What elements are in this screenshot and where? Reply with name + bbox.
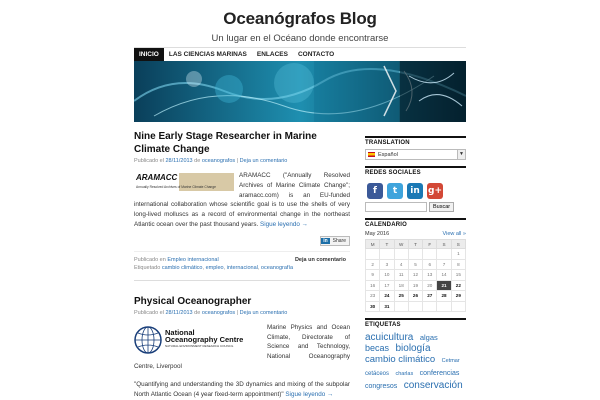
calendar-empty-cell bbox=[408, 301, 422, 312]
calendar-empty-cell bbox=[437, 249, 451, 260]
post-body bbox=[134, 323, 350, 400]
tag-cloud-link[interactable]: biología bbox=[395, 343, 431, 354]
calendar-week-row bbox=[366, 291, 466, 302]
calendar-empty-cell bbox=[408, 249, 422, 260]
post-title[interactable]: Physical Oceanographer bbox=[134, 295, 252, 307]
googleplus-icon[interactable]: g+ bbox=[427, 183, 443, 199]
post-meta bbox=[134, 158, 350, 165]
spain-flag-icon bbox=[368, 152, 375, 157]
post-divider bbox=[134, 280, 350, 281]
twitter-icon[interactable]: t bbox=[387, 183, 403, 199]
search-button[interactable]: Buscar bbox=[429, 202, 454, 212]
calendar-day: 10 bbox=[380, 270, 394, 281]
calendar-day[interactable]: 31 bbox=[380, 301, 394, 312]
calendar-empty-cell bbox=[380, 249, 394, 260]
calendar-day[interactable]: 24 bbox=[380, 291, 394, 302]
meta-prefix: Publicado el bbox=[134, 309, 164, 316]
calendar-day: 4 bbox=[394, 259, 408, 270]
globe-icon bbox=[134, 326, 162, 354]
widget-title-tags: ETIQUETAS bbox=[365, 318, 466, 331]
calendar-month: May 2016 bbox=[365, 231, 390, 237]
post-meta bbox=[134, 310, 350, 317]
site-header bbox=[0, 9, 600, 44]
post-excerpt: ARAMACC ("Annually Resolved Archives of Marine Climate Change"; aramacc.com) is an EU-funded international collaboration whose scientific goal is to use the shells of very long-lived molluscs as a record of environmental change in the northeast Atlantic ocean over the past thousand years. bbox=[134, 172, 350, 228]
meta-by: de bbox=[194, 158, 201, 164]
post-excerpt: Marine Physics and Ocean Climate, Directorate of Science and Technology, National Oceanography Centre, Liverpool bbox=[134, 323, 350, 370]
widget-title-translation: TRANSLATION bbox=[365, 136, 466, 149]
post-date-link[interactable]: 28/11/2013 bbox=[165, 158, 193, 164]
read-more-link[interactable]: Sigue leyendo → bbox=[260, 220, 308, 228]
category-link[interactable]: Empleo internacional bbox=[167, 256, 219, 263]
calendar-day[interactable]: 27 bbox=[423, 291, 437, 302]
main-content bbox=[134, 130, 350, 400]
calendar-week-row bbox=[366, 301, 466, 312]
calendar-day: 23 bbox=[366, 291, 380, 302]
tagged-label: Etiquetado bbox=[134, 264, 161, 271]
calendar-day: 17 bbox=[380, 280, 394, 291]
widget-title-calendar: CALENDARIO bbox=[365, 218, 466, 231]
share-label: Share bbox=[332, 237, 346, 244]
calendar-day[interactable]: 22 bbox=[451, 280, 465, 291]
noc-logo-title-1: National bbox=[165, 328, 195, 338]
calendar-day: 2 bbox=[366, 259, 380, 270]
tag-cloud-link[interactable]: cambio climático bbox=[365, 354, 436, 365]
tag-cloud bbox=[365, 331, 466, 391]
leave-comment-link[interactable]: Deja un comentario bbox=[294, 256, 346, 263]
tag-cloud-link[interactable]: charlas bbox=[395, 371, 414, 377]
translation-widget bbox=[365, 136, 466, 160]
calendar-day: 19 bbox=[408, 280, 422, 291]
calendar-empty-cell bbox=[451, 301, 465, 312]
calendar-empty-cell bbox=[437, 301, 451, 312]
tag-cloud-link[interactable]: becas bbox=[365, 343, 390, 353]
nav-item-ciencias-marinas[interactable]: LAS CIENCIAS MARINAS bbox=[168, 51, 247, 58]
calendar-empty-cell bbox=[394, 301, 408, 312]
calendar-week-row bbox=[366, 270, 466, 281]
main-nav bbox=[134, 47, 466, 61]
search-input[interactable] bbox=[365, 202, 427, 212]
calendar-empty-cell bbox=[423, 249, 437, 260]
social-widget bbox=[365, 166, 466, 212]
tag-cloud-link[interactable]: conferencias bbox=[419, 370, 460, 377]
meta-prefix: Publicado el bbox=[134, 158, 164, 164]
linkedin-icon[interactable]: in bbox=[407, 183, 423, 199]
post-quote: "Quantifying and understanding the 3D dynamics and mixing of the subpolar North Atlantic Ocean (4 year fixed-term appointment)" bbox=[134, 380, 350, 398]
calendar-day: 8 bbox=[451, 259, 465, 270]
calendar-day[interactable]: 26 bbox=[408, 291, 422, 302]
calendar-weekday-header: F bbox=[423, 240, 437, 249]
calendar-empty-cell bbox=[394, 249, 408, 260]
noc-logo-subtitle: NATURAL ENVIRONMENT RESEARCH COUNCIL bbox=[165, 344, 234, 349]
post-author-link[interactable]: oceanografos bbox=[201, 158, 236, 164]
calendar-week-row bbox=[366, 280, 466, 291]
nav-item-enlaces[interactable]: ENLACES bbox=[256, 51, 288, 58]
calendar-view-all-link[interactable]: View all » bbox=[442, 231, 466, 237]
aramacc-logo-subtitle: Annually Resolved Archives of Marine Climate Change bbox=[136, 185, 216, 189]
site-description: Un lugar en el Océano donde encontrarse bbox=[211, 33, 389, 44]
post-article bbox=[134, 295, 350, 400]
post-date-link[interactable]: 28/11/2013 bbox=[165, 309, 193, 316]
meta-separator: | bbox=[236, 309, 239, 316]
post-footer: Publicado en Empleo internacional Etiquetado cambio climático, empleo, internacional, oceanografía Deja un comentario bbox=[134, 251, 350, 272]
meta-separator: | bbox=[236, 158, 239, 164]
calendar-day: 14 bbox=[437, 270, 451, 281]
calendar-week-row bbox=[366, 249, 466, 260]
calendar-day[interactable]: 29 bbox=[451, 291, 465, 302]
calendar-empty-cell bbox=[366, 249, 380, 260]
calendar-widget bbox=[365, 218, 466, 312]
post-body bbox=[134, 171, 350, 230]
calendar-day: 15 bbox=[451, 270, 465, 281]
calendar-day[interactable]: 28 bbox=[437, 291, 451, 302]
calendar-weekday-header: S bbox=[437, 240, 451, 249]
tag-cloud-link[interactable]: congresos bbox=[365, 383, 398, 390]
widget-title-social: REDES SOCIALES bbox=[365, 166, 466, 179]
tag-link[interactable]: internacional bbox=[226, 264, 258, 271]
calendar-day[interactable]: 21 bbox=[437, 280, 451, 291]
calendar-day: 7 bbox=[437, 259, 451, 270]
tags-widget bbox=[365, 318, 466, 391]
calendar-day: 18 bbox=[394, 280, 408, 291]
post-article bbox=[134, 130, 350, 281]
sidebar bbox=[365, 136, 466, 397]
nav-item-contacto[interactable]: CONTACTO bbox=[297, 51, 335, 58]
tag-cloud-link[interactable]: acuicultura bbox=[365, 332, 414, 343]
calendar-day[interactable]: 25 bbox=[394, 291, 408, 302]
calendar-day: 20 bbox=[423, 280, 437, 291]
site-title[interactable]: Oceanógrafos Blog bbox=[223, 9, 377, 28]
calendar-day: 11 bbox=[394, 270, 408, 281]
calendar-day[interactable]: 30 bbox=[366, 301, 380, 312]
calendar-weekday-header: M bbox=[366, 240, 380, 249]
calendar-weekday-header: W bbox=[394, 240, 408, 249]
facebook-icon[interactable]: f bbox=[367, 183, 383, 199]
tag-cloud-link[interactable]: Cetmar bbox=[441, 358, 460, 364]
tag-cloud-link[interactable]: cetáceos bbox=[365, 371, 390, 377]
tag-link[interactable]: cambio climático bbox=[161, 264, 203, 271]
aramacc-logo-title: ARAMACC bbox=[136, 173, 178, 182]
comment-link[interactable]: Deja un comentario bbox=[239, 158, 288, 164]
calendar-day: 3 bbox=[380, 259, 394, 270]
linkedin-icon: in bbox=[323, 237, 328, 244]
calendar-day: 9 bbox=[366, 270, 380, 281]
calendar-weekday-header: S bbox=[451, 240, 465, 249]
noc-logo-title-2: Oceanography Centre bbox=[165, 335, 244, 345]
read-more-link[interactable]: Sigue leyendo → bbox=[285, 390, 334, 398]
calendar-week-row bbox=[366, 259, 466, 270]
meta-by: de bbox=[194, 309, 201, 316]
calendar-day: 1 bbox=[451, 249, 465, 260]
calendar-day: 6 bbox=[423, 259, 437, 270]
tag-cloud-link[interactable]: conservación bbox=[403, 380, 463, 391]
post-author-link[interactable]: oceanografos bbox=[201, 309, 236, 316]
aramacc-logo-image bbox=[134, 173, 234, 191]
calendar-weekday-header: T bbox=[380, 240, 394, 249]
header-banner-image bbox=[134, 61, 466, 122]
calendar-weekday-header: T bbox=[408, 240, 422, 249]
posted-in-label: Publicado en bbox=[134, 256, 166, 263]
calendar-day: 16 bbox=[366, 280, 380, 291]
calendar-day: 5 bbox=[408, 259, 422, 270]
tag-link[interactable]: oceanografía bbox=[260, 264, 294, 271]
calendar-day: 12 bbox=[408, 270, 422, 281]
post-title[interactable]: Nine Early Stage Researcher in Marine Climate Change bbox=[134, 131, 317, 155]
language-value: Español bbox=[378, 151, 398, 158]
chevron-down-icon: ▼ bbox=[457, 150, 465, 159]
comment-link[interactable]: Deja un comentario bbox=[239, 309, 288, 316]
calendar-table bbox=[365, 239, 466, 312]
calendar-empty-cell bbox=[423, 301, 437, 312]
linkedin-share-button[interactable] bbox=[320, 236, 350, 246]
nav-item-inicio[interactable]: INICIO bbox=[134, 48, 164, 61]
noc-logo-image bbox=[134, 325, 262, 355]
calendar-day: 13 bbox=[423, 270, 437, 281]
tag-link[interactable]: empleo bbox=[205, 264, 224, 271]
language-select[interactable] bbox=[365, 149, 466, 160]
tag-cloud-link[interactable]: algas bbox=[419, 333, 438, 342]
